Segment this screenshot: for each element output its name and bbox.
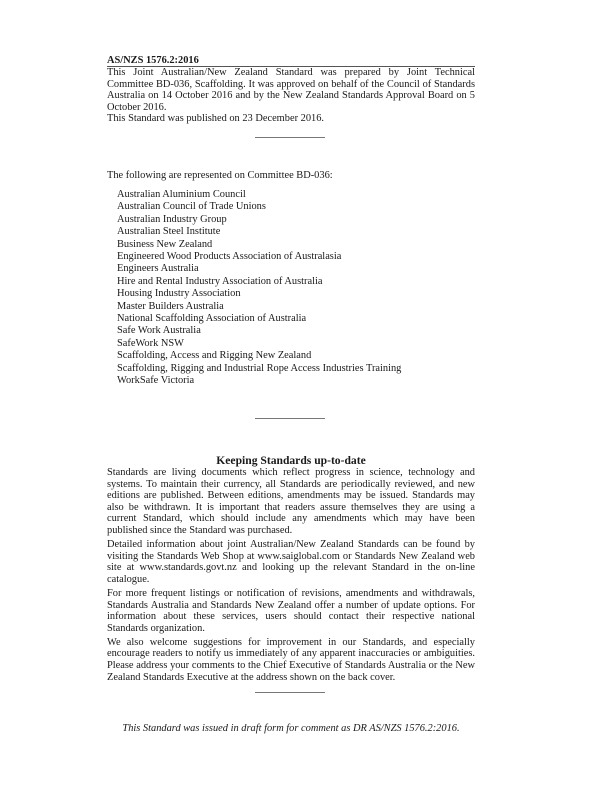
committee-member: Australian Industry Group <box>117 213 227 225</box>
committee-member: WorkSafe Victoria <box>117 375 195 387</box>
body-paragraph: We also welcome suggestions for improvement in our Standards, and especially encourage readers to notify us immediately of any apparent inaccuracies or ambiguities. Please address your comments to the Chief Executive of Standards Australia or the New Zealand Standards Executive at the address shown on the back cover. <box>107 636 475 683</box>
committee-member: Engineers Australia <box>117 263 199 275</box>
committee-member: National Scaffolding Association of Australia <box>117 313 307 325</box>
committee-member: Business New Zealand <box>117 238 213 250</box>
committee-member: Australian Steel Institute <box>117 226 221 238</box>
committee-heading: The following are represented on Committee BD-036: <box>107 170 333 181</box>
committee-member: Scaffolding, Access and Rigging New Zealand <box>117 350 312 362</box>
section-title: Keeping Standards up-to-date <box>216 454 366 467</box>
body-paragraph: Detailed information about joint Australian/New Zealand Standards can be found by visiting the Standards Web Shop at www.saiglobal.com or Standards New Zealand web site at www.standards.govt.nz and looking up the relevant Standard in the on-line catalogue. <box>107 539 475 585</box>
keeping-standards-body <box>107 467 475 686</box>
committee-member: Australian Aluminium Council <box>117 189 246 200</box>
body-paragraph: For more frequent listings or notification of revisions, amendments and withdrawals, Standards Australia and Standards New Zealand offer a number of update options. For information about these services, users should contact their respective national Standards organization. <box>107 587 475 634</box>
section-divider-3 <box>255 692 325 693</box>
committee-member: Australian Council of Trade Unions <box>117 201 266 213</box>
preparation-paragraph: This Joint Australian/New Zealand Standard was prepared by Joint Technical Committee BD-036, Scaffolding. It was approved on behalf of the Council of Standards Australia on 14 October 2016 and by the New Zealand Standards Approval Board on 5 October 2016. <box>107 67 475 113</box>
committee-member: Scaffolding, Rigging and Industrial Rope Access Industries Training <box>117 362 402 374</box>
draft-note: This Standard was issued in draft form for comment as DR AS/NZS 1576.2:2016. <box>122 723 460 734</box>
committee-member: Engineered Wood Products Association of Australasia <box>117 251 342 263</box>
preparation-statement <box>107 67 475 125</box>
committee-member: Housing Industry Association <box>117 288 241 300</box>
committee-member: Master Builders Australia <box>117 300 224 312</box>
committee-member: Safe Work Australia <box>117 325 201 337</box>
committee-member-list <box>117 189 401 388</box>
section-divider-2 <box>255 418 325 419</box>
publication-paragraph: This Standard was published on 23 December 2016. <box>107 113 325 125</box>
committee-member: Hire and Rental Industry Association of Australia <box>117 275 323 287</box>
body-paragraph: Standards are living documents which reflect progress in science, technology and systems. To maintain their currency, all Standards are periodically reviewed, and new editions are published. Between editions, amendments may be issued. Standards may also be withdrawn. It is important that readers assure themselves they are using a current Standard, which should include any amendments which may have been published since the Standard was purchased. <box>107 467 475 536</box>
committee-member: SafeWork NSW <box>117 337 184 349</box>
section-divider-1 <box>255 137 325 138</box>
standard-identifier: AS/NZS 1576.2:2016 <box>107 55 199 66</box>
